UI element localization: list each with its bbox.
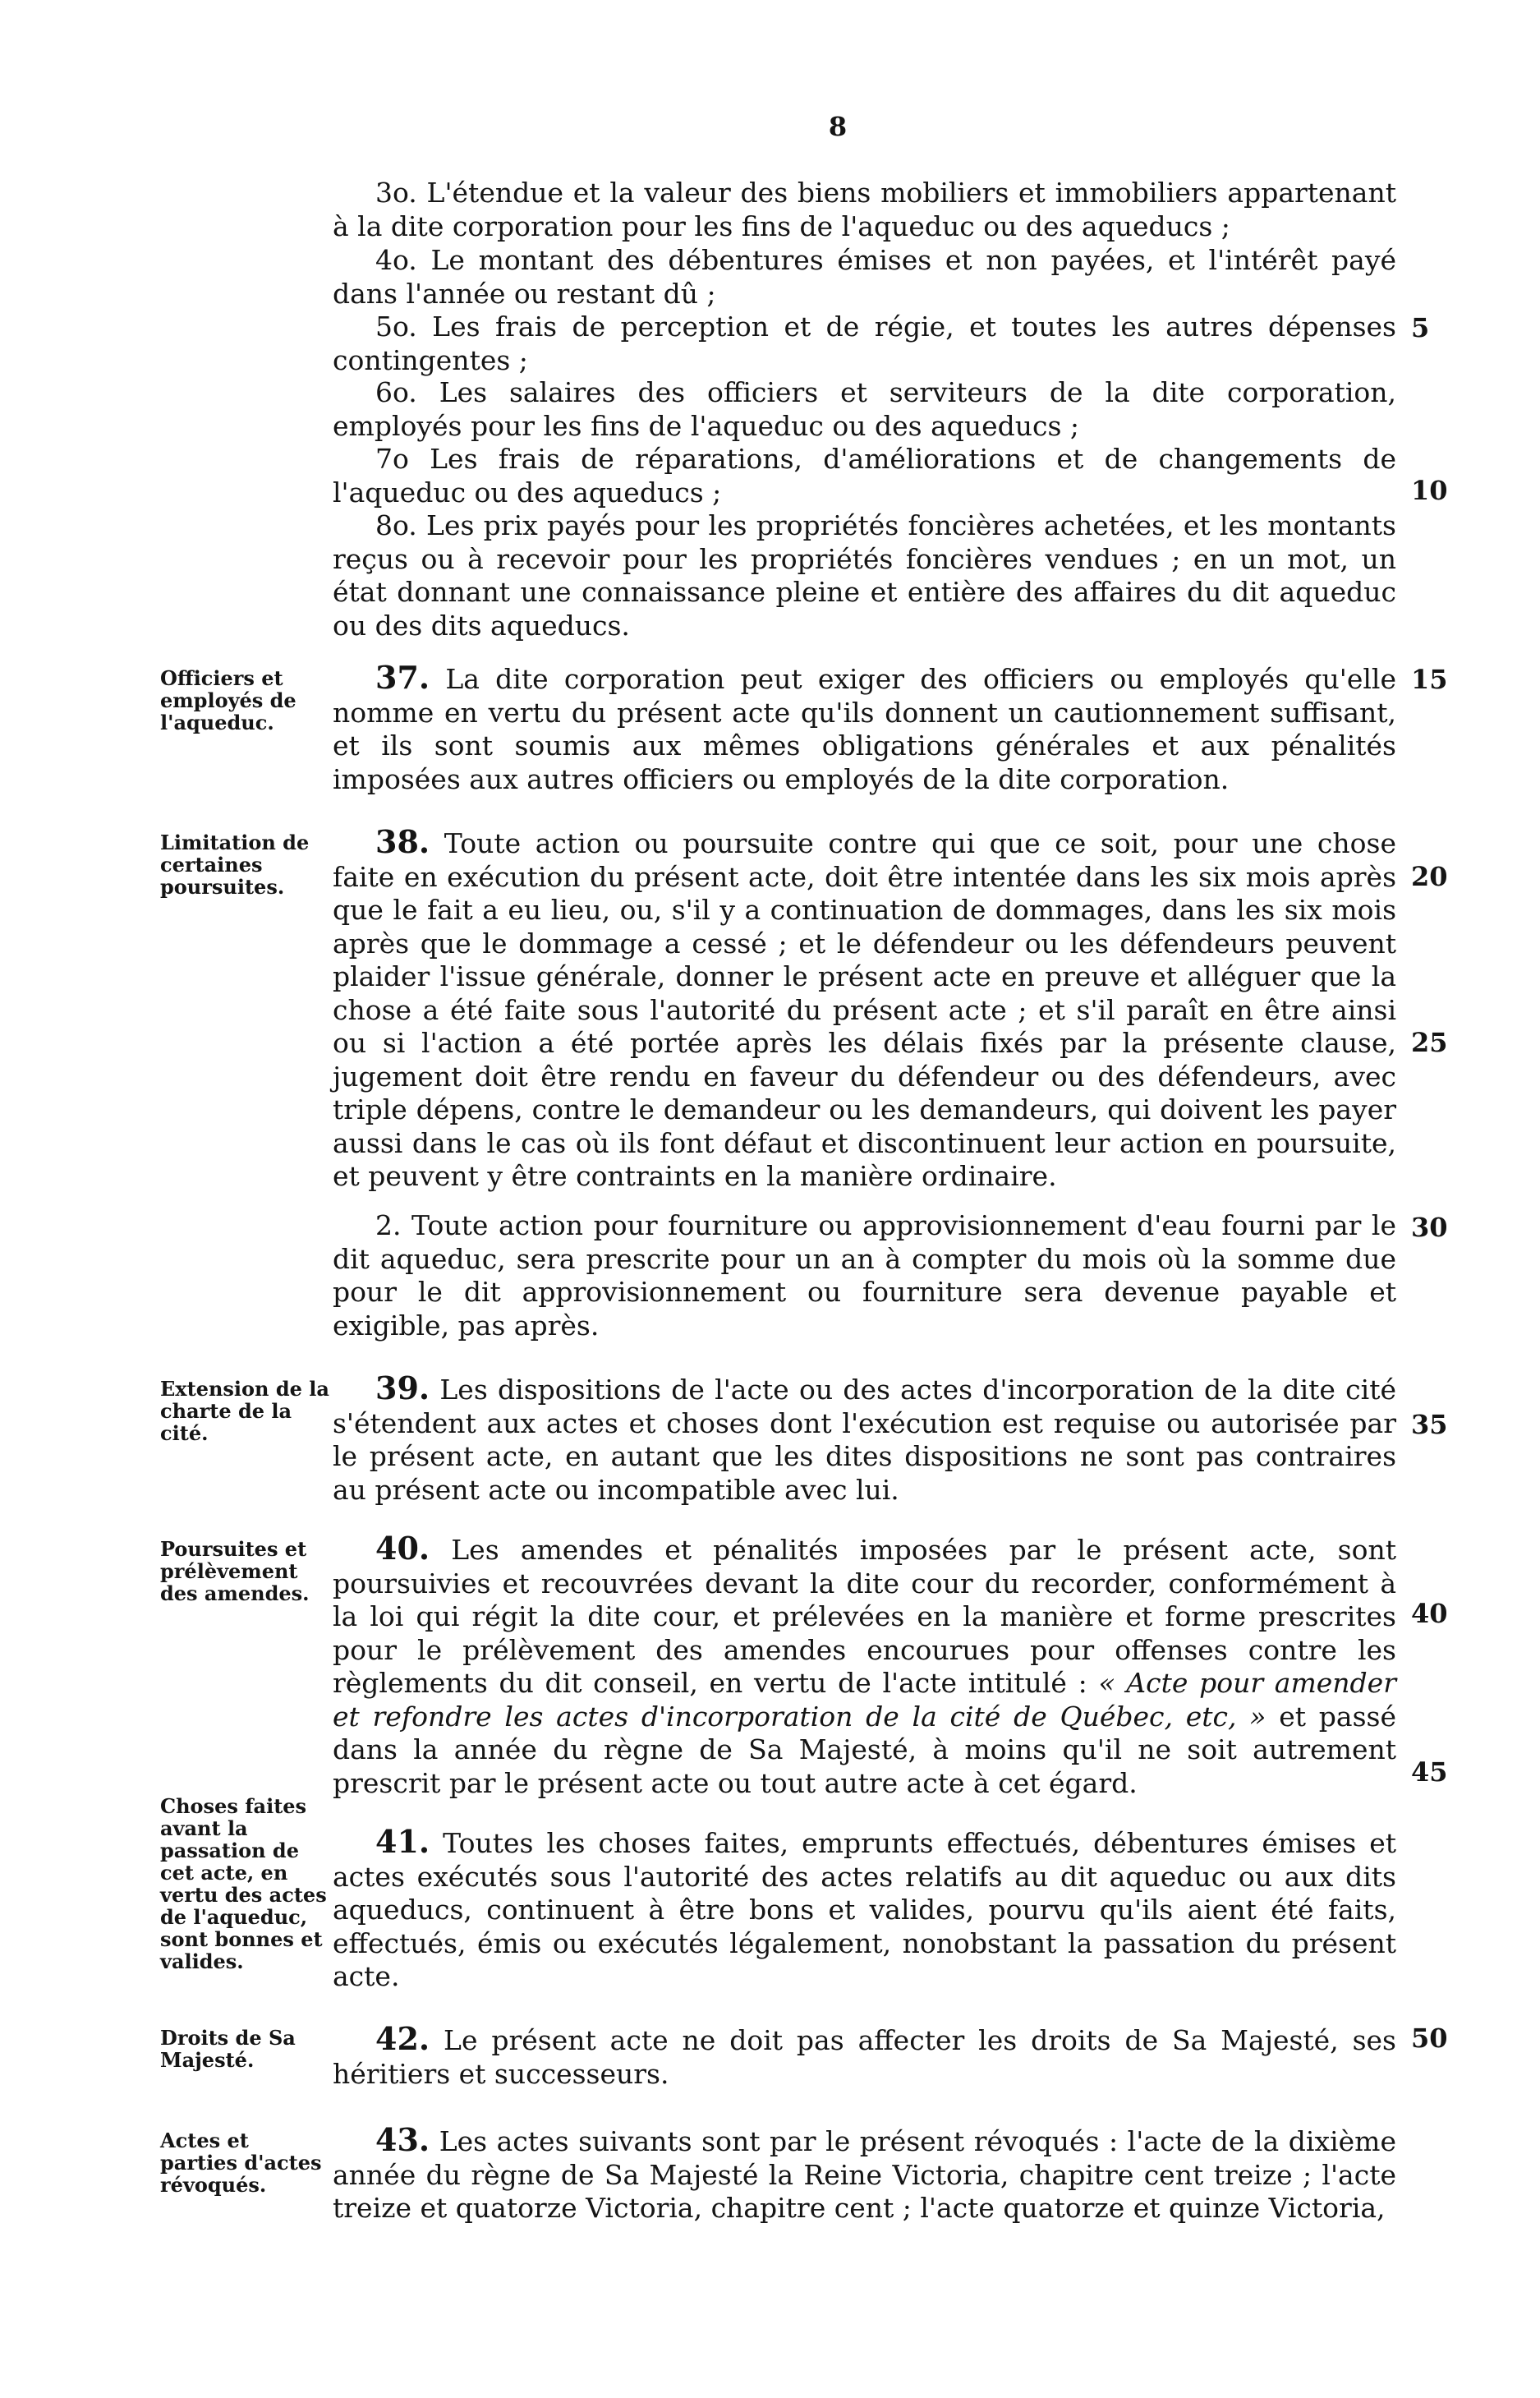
section-43 <box>333 2121 1396 2225</box>
line-number-30: 30 <box>1411 1212 1448 1243</box>
section-text-before: Les amendes et pénalités imposées par le présent acte, sont poursuivies et recouvrées devant la dite cour du recorder, conformément à la loi qui régit la dite cour, et prélevées en la manière et forme prescrites pour le prélèvement des amendes encourues pour offenses contre les règlements du dit conseil, en vertu de l'acte intitulé : <box>333 1534 1396 1699</box>
section-number: 40. <box>375 1530 430 1567</box>
section-text: Les actes suivants sont par le présent révoqués : l'acte de la dixième année du règne de Sa Majesté la Reine Victoria, chapitre cent treize ; l'acte treize et quatorze Victoria, chapitre cent ; l'acte quatorze et quinze Victoria, <box>333 2125 1396 2224</box>
enum-item-3: 3o. L'étendue et la valeur des biens mobiliers et immobiliers appartenant à la dite corporation pour les fins de l'aqueduc ou des aqueducs ; <box>333 177 1396 242</box>
section-text: Toute action ou poursuite contre qui que ce soit, pour une chose faite en exécution du présent acte, doit être intentée dans les six mois après que le fait a eu lieu, ou, s'il y a continuation de dommages, dans les six mois après que le dommage a cessé ; et le défendeur ou les défendeurs peuvent plaider l'issue générale, donner le présent acte en preuve et alléguer que la chose a été faite sous l'autorité du présent acte ; et s'il paraît en être ainsi ou si l'action a été portée après les délais fixés par la présente clause, jugement doit être rendu en faveur du défendeur ou des défendeurs, avec triple dépens, contre le demandeur ou les demandeurs, qui doivent les payer aussi dans le cas où ils font défaut et discontinuent leur action en poursuite, et peuvent y être contraints en la manière ordinaire. <box>333 827 1396 1192</box>
section-37 <box>333 661 1396 796</box>
section-41 <box>333 1825 1396 1994</box>
line-number-35: 35 <box>1411 1409 1448 1440</box>
section-text: Toutes les choses faites, emprunts effectués, débentures émises et actes exécutés sous l'autorité des actes relatifs au dit aqueduc ou aux dits aqueducs, continuent à être bons et valides, pourvu qu'ils aient été faits, effectués, émis ou exécutés légalement, nonobstant la passation du présent acte. <box>333 1827 1396 1992</box>
line-number-15: 15 <box>1411 664 1448 695</box>
margin-note-41: Choses faites avant la passation de cet acte, en vertu des actes de l'aqueduc, sont bonnes et valides. <box>160 1794 327 1973</box>
section-text-after: et passé dans la année du règne de Sa Majesté, à moins qu'il ne soit autrement prescrit par le présent acte ou tout autre acte à cet égard. <box>333 1700 1396 1799</box>
line-number-5: 5 <box>1411 312 1430 343</box>
section-text: Le présent acte ne doit pas affecter les droits de Sa Majesté, ses héritiers et successeurs. <box>333 2024 1396 2090</box>
section-38 <box>333 823 1396 1194</box>
section-text: Les dispositions de l'acte ou des actes d'incorporation de la dite cité s'étendent aux actes et choses dont l'exécution est requise ou autorisée par le présent acte, en autant que les dites dispositions ne sont pas contraires au présent acte ou incompatible avec lui. <box>333 1374 1396 1506</box>
section-text: La dite corporation peut exiger des officiers ou employés qu'elle nomme en vertu du présent acte qu'ils donnent un cautionnement suffisant, et ils sont soumis aux mêmes obligations générales et aux pénalités imposées aux autres officiers ou employés de la dite corporation. <box>333 663 1397 795</box>
section-42 <box>333 2020 1396 2091</box>
line-number-50: 50 <box>1411 2023 1448 2054</box>
page-number: 8 <box>828 111 848 142</box>
margin-note-43: Actes et parties d'actes révoqués. <box>160 2129 322 2197</box>
line-number-45: 45 <box>1411 1756 1448 1788</box>
line-number-25: 25 <box>1411 1027 1448 1058</box>
section-39 <box>333 1369 1396 1507</box>
act-title: « Acte pour amender et refondre les actes d'incorporation de la cité de Québec, etc, » <box>333 1667 1396 1733</box>
section-38-subsection: 2. Toute action pour fourniture ou approvisionnement d'eau fourni par le dit aqueduc, sera prescrite pour un an à compter du mois où la somme due pour le dit approvisionnement ou fourniture sera devenue payable et exigible, pas après. <box>333 1209 1396 1342</box>
enum-item-7: 7o Les frais de réparations, d'améliorations et de changements de l'aqueduc ou des aqueducs ; <box>333 443 1396 509</box>
section-number: 43. <box>375 2121 430 2158</box>
section-number: 37. <box>375 659 430 696</box>
enum-item-5: 5o. Les frais de perception et de régie, et toutes les autres dépenses contingentes ; <box>333 311 1396 376</box>
line-number-20: 20 <box>1411 861 1448 892</box>
margin-note-39: Extension de la charte de la cité. <box>160 1377 329 1445</box>
margin-note-38: Limitation de certaines poursuites. <box>160 831 310 899</box>
enum-item-6: 6o. Les salaires des officiers et serviteurs de la dite corporation, employés pour les fins de l'aqueduc ou des aqueducs ; <box>333 376 1396 442</box>
margin-note-37: Officiers et employés de l'aqueduc. <box>160 666 297 734</box>
section-number: 39. <box>375 1369 430 1406</box>
section-number: 41. <box>375 1823 430 1860</box>
section-40 <box>333 1532 1396 1800</box>
section-number: 38. <box>375 823 430 860</box>
enum-item-8: 8o. Les prix payés pour les propriétés foncières achetées, et les montants reçus ou à recevoir pour les propriétés foncières vendues ; en un mot, un état donnant une connaissance pleine et entière des affaires du dit aqueduc ou des dits aqueducs. <box>333 509 1396 642</box>
line-number-10: 10 <box>1411 475 1448 506</box>
line-number-40: 40 <box>1411 1598 1448 1629</box>
margin-note-40: Poursuites et prélèvement des amendes. <box>160 1537 310 1605</box>
section-number: 42. <box>375 2020 430 2057</box>
enum-item-4: 4o. Le montant des débentures émises et non payées, et l'intérêt payé dans l'année ou restant dû ; <box>333 244 1396 310</box>
margin-note-42: Droits de Sa Majesté. <box>160 2026 296 2072</box>
